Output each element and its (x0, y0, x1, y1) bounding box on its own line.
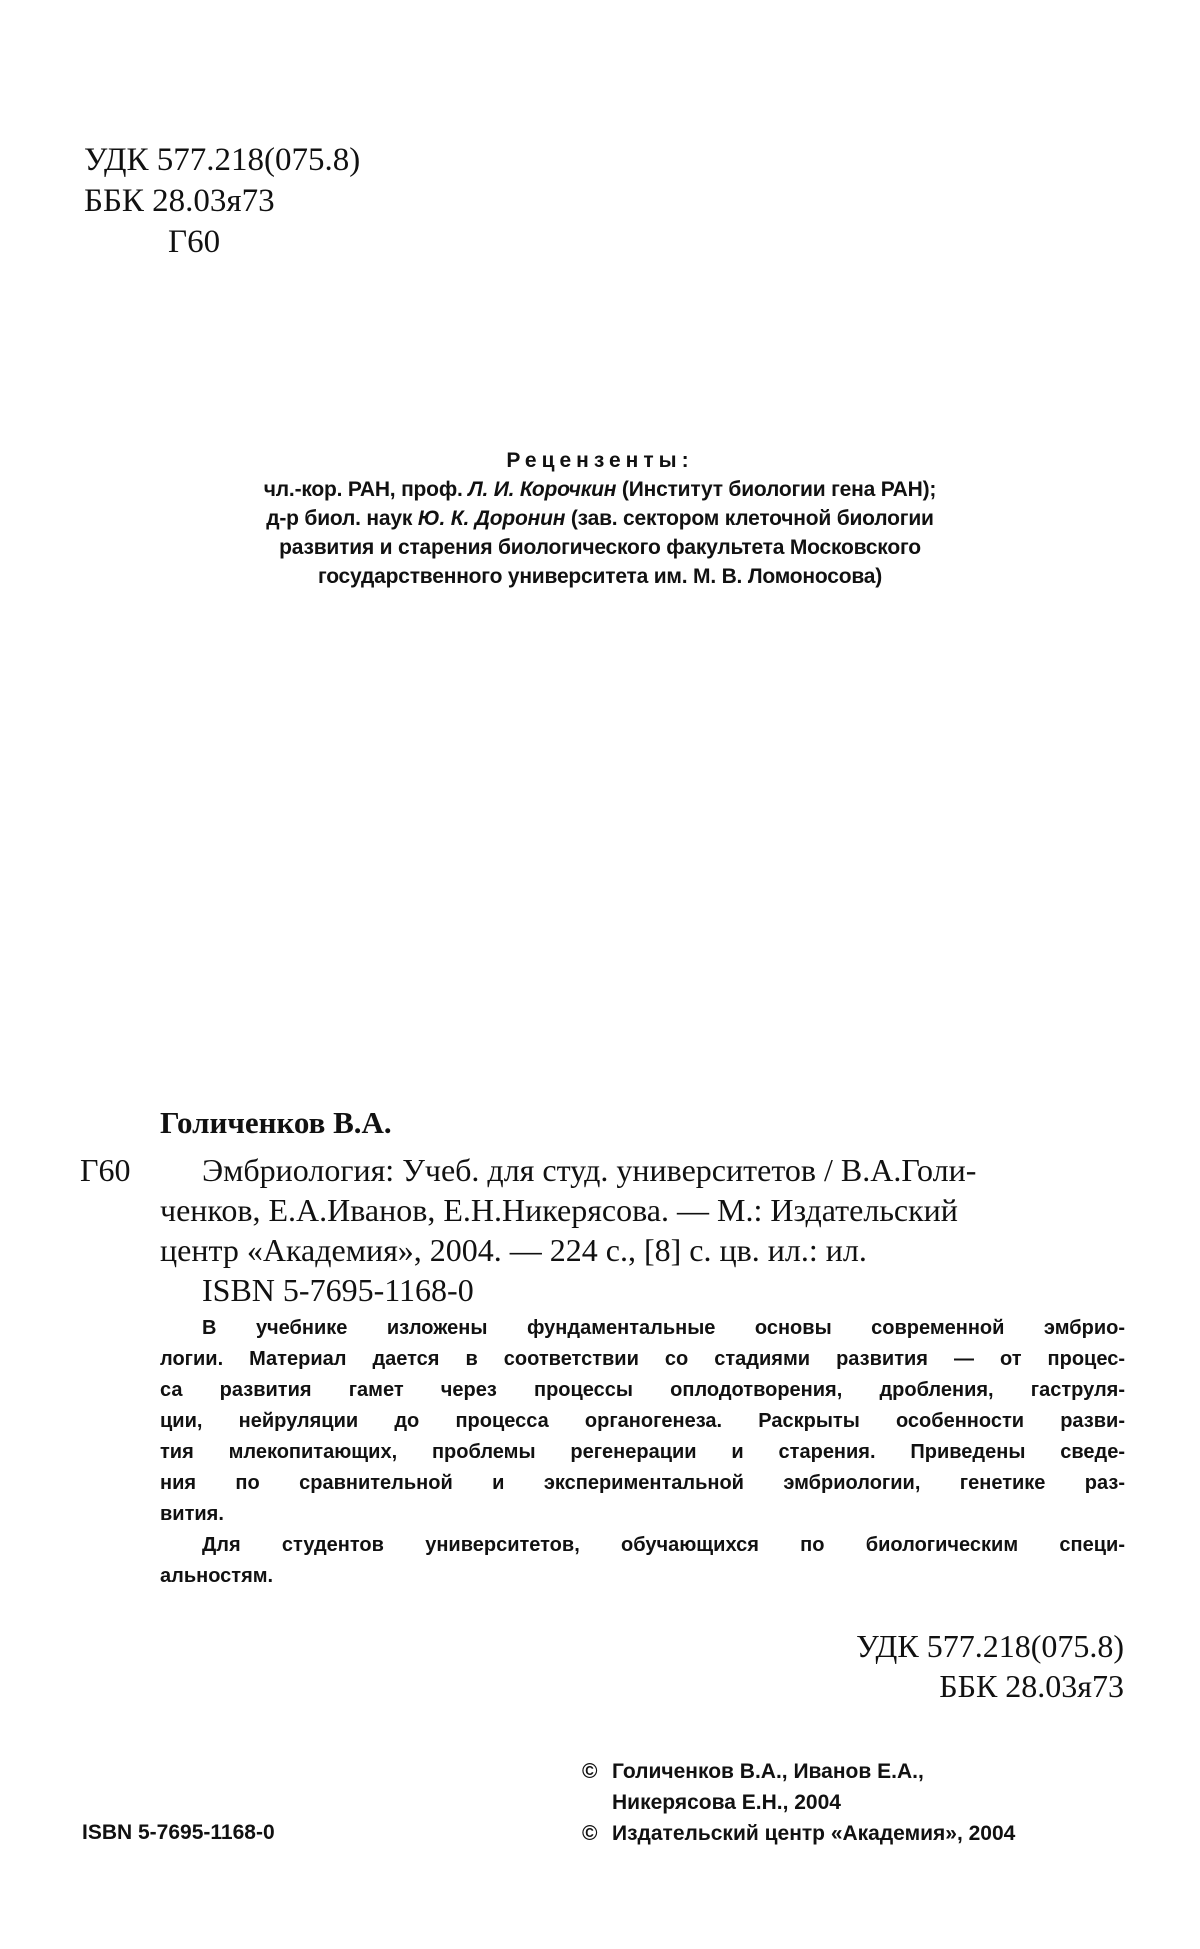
author-code: Г60 (80, 1152, 131, 1188)
bbk-bottom: ББК 28.03я73 (939, 1668, 1124, 1704)
biblio-line-3: центр «Академия», 2004. — 224 с., [8] с. цв. ил.: ил. (160, 1232, 867, 1268)
copyright-icon: © (582, 1760, 598, 1783)
reviewer-1 (150, 475, 1050, 504)
annotation-p1-line: вития. (160, 1503, 224, 1525)
annotation-p1-line: ции, нейруляции до процесса органогенеза. Раскрыты особенности разви- (160, 1410, 1125, 1432)
reviewer-2-affiliation-line3: государственного университета им. М. В. Ломоносова) (317, 565, 883, 588)
copyright-authors (582, 1756, 1015, 1787)
copyright-publisher-line: Издательский центр «Академия», 2004 (612, 1822, 1016, 1845)
reviewer-2-name: Ю. К. Доронин (417, 507, 566, 530)
udk-bottom: УДК 577.218(075.8) (856, 1628, 1124, 1664)
author-heading: Голиченков В.А. (160, 1105, 392, 1140)
copyright-authors-line1: Голиченков В.А., Иванов Е.А., (612, 1760, 924, 1783)
reviewer-2-title: д-р биол. наук (266, 507, 418, 530)
annotation-p2-line: Для студентов университетов, обучающихся по биологическим специ- (202, 1534, 1125, 1556)
annotation-p2-line: альностям. (160, 1565, 274, 1587)
reviewer-2-affiliation-line2: развития и старения биологического факультета Московского (279, 536, 921, 559)
annotation-p1-line: са развития гамет через процессы оплодотворения, дробления, гаструля- (160, 1379, 1125, 1401)
reviewer-1-name: Л. И. Корочкин (468, 478, 617, 501)
reviewer-2-affiliation: (зав. сектором клеточной биологии (565, 507, 934, 530)
copyright-authors-line2: Никерясова Е.Н., 2004 (612, 1791, 841, 1814)
annotation-p1-line: логии. Материал дается в соответствии со стадиями развития — от процес- (160, 1348, 1125, 1370)
copyright-icon: © (582, 1822, 598, 1845)
annotation (160, 1313, 1125, 1592)
annotation-p1-line: тия млекопитающих, проблемы регенерации и старения. Приведены сведе- (160, 1441, 1125, 1463)
biblio-line-2: ченков, Е.А.Иванов, Е.Н.Никерясова. — М.: Издательский (160, 1192, 958, 1228)
reviewers-heading: Рецензенты: (506, 449, 694, 472)
udk-top: УДК 577.218(075.8) (84, 142, 361, 178)
bibliographic-description (160, 1150, 1125, 1310)
copyright-publisher (582, 1818, 1015, 1849)
reviewer-1-title: чл.-кор. РАН, проф. (263, 478, 469, 501)
bbk-top: ББК 28.03я73 (84, 183, 275, 219)
biblio-isbn: ISBN 5-7695-1168-0 (202, 1272, 474, 1308)
author-code-top: Г60 (168, 224, 221, 260)
reviewer-1-affiliation: (Институт биологии гена РАН); (616, 478, 937, 501)
isbn-footer: ISBN 5-7695-1168-0 (82, 1821, 275, 1844)
reviewers-block (150, 446, 1050, 591)
annotation-p1-line: ния по сравнительной и экспериментальной эмбриологии, генетике раз- (160, 1472, 1125, 1494)
reviewer-2 (150, 504, 1050, 533)
annotation-p1-line: В учебнике изложены фундаментальные основы современной эмбрио- (202, 1317, 1125, 1339)
classification-top (84, 140, 360, 263)
copyright-block (582, 1756, 1015, 1849)
biblio-line-1: Эмбриология: Учеб. для студ. университетов / В.А.Голи- (202, 1152, 977, 1188)
classification-bottom (856, 1626, 1124, 1706)
